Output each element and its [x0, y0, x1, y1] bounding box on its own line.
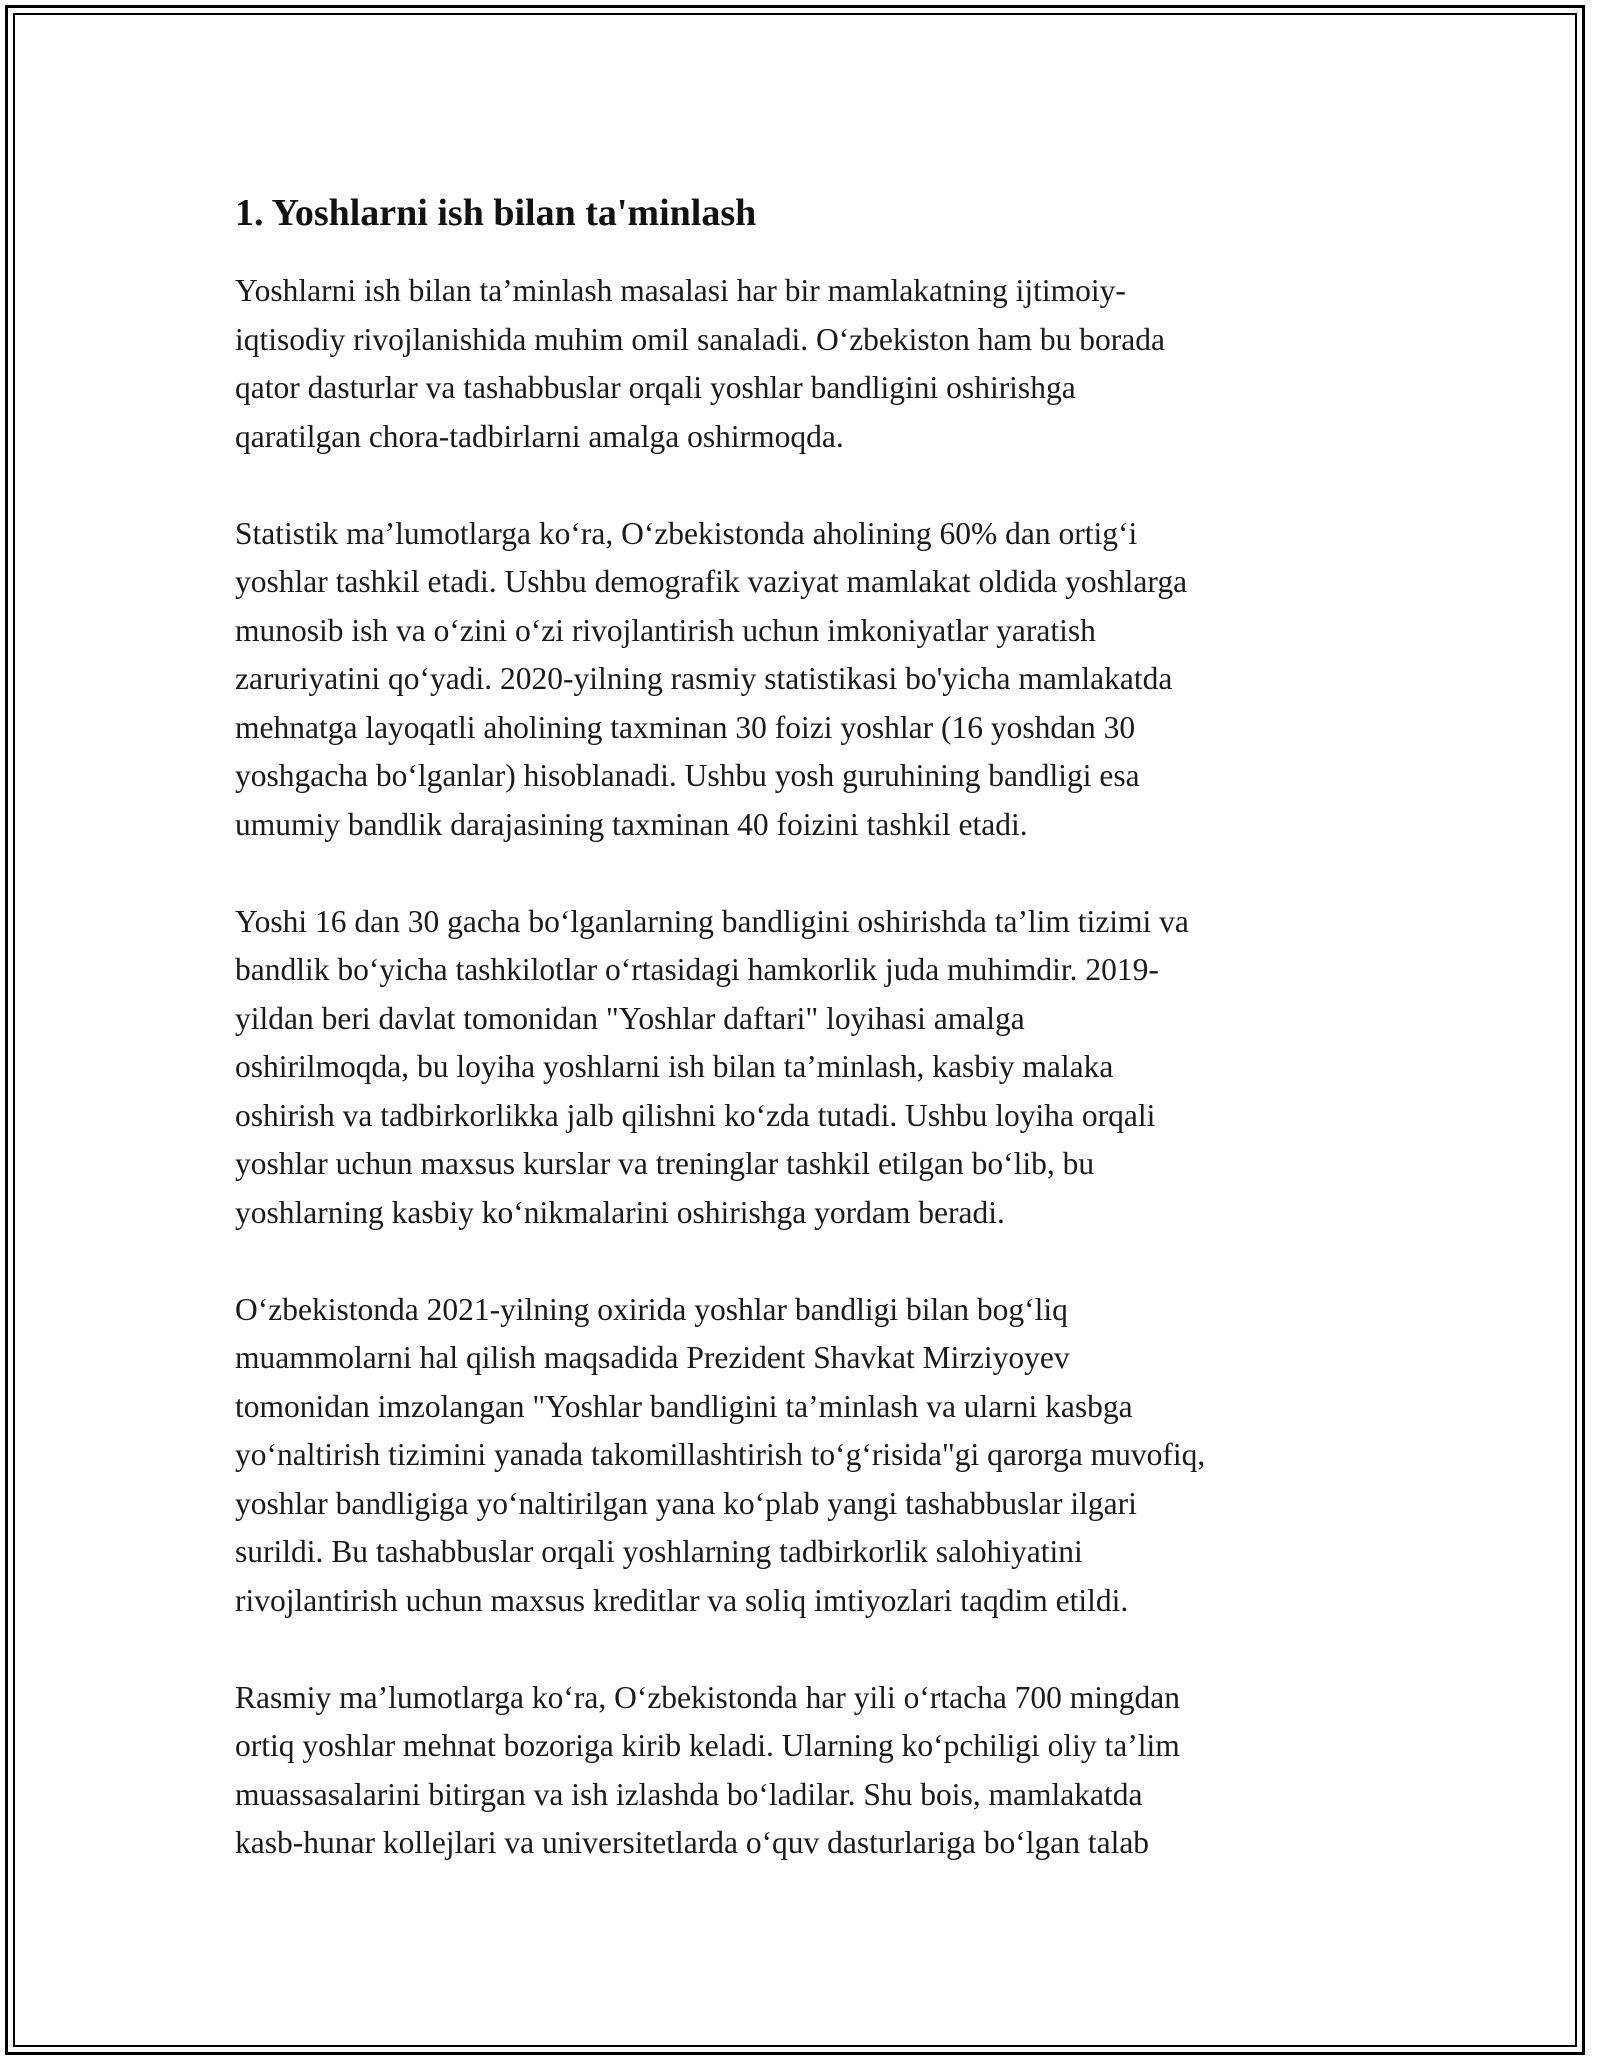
paragraph-4: O‘zbekistonda 2021-yilning oxirida yoshlar bandligi bilan bog‘liq muammolarni hal qilish maqsadida Prezident Shavkat Mirziyoyev tomonidan imzolangan "Yoshlar bandligini ta’minlash va ularni kasbga yo‘naltirish tizimini yanada takomillashtirish to‘g‘risida"gi qarorga muvofiq, yoshlar bandligiga yo‘naltirilgan yana ko‘plab yangi tashabbuslar ilgari surildi. Bu tashabbuslar orqali yoshlarning tadbirkorlik salohiyatini rivojlantirish uchun maxsus kreditlar va soliq imtiyozlari taqdim etildi.: [235, 1291, 1206, 1618]
section-title: 1. Yoshlarni ish bilan ta'minlash: [235, 192, 757, 234]
paragraph-3: Yoshi 16 dan 30 gacha bo‘lganlarning bandligini oshirishda ta’lim tizimi va bandlik bo‘yicha tashkilotlar o‘rtasidagi hamkorlik juda muhimdir. 2019- yildan beri davlat tomonidan "Yoshlar daftari" loyihasi amalga oshirilmoqda, bu loyiha yoshlarni ish bilan ta’minlash, kasbiy malaka oshirish va tadbirkorlikka jalb qilishni ko‘zda tutadi. Ushbu loyiha orqali yoshlar uchun maxsus kurslar va treninglar tashkil etilgan bo‘lib, bu yoshlarning kasbiy ko‘nikmalarini oshirishga yordam beradi.: [235, 903, 1189, 1230]
paragraph-5: Rasmiy ma’lumotlarga ko‘ra, O‘zbekistonda har yili o‘rtacha 700 mingdan ortiq yoshlar mehnat bozoriga kirib keladi. Ularning ko‘pchiligi oliy ta’lim muassasalarini bitirgan va ish izlashda bo‘ladilar. Shu bois, mamlakatda kasb-hunar kollejlari va universitetlarda o‘quv dasturlariga bo‘lgan talab: [235, 1679, 1181, 1860]
paragraph-2: Statistik ma’lumotlarga ko‘ra, O‘zbekistonda aholining 60% dan ortig‘i yoshlar tashkil etadi. Ushbu demografik vaziyat mamlakat oldida yoshlarga munosib ish va o‘zini o‘zi rivojlantirish uchun imkoniyatlar yaratish zaruriyatini qo‘yadi. 2020-yilning rasmiy statistikasi bo'yicha mamlakatda mehnatga layoqatli aholining taxminan 30 foizi yoshlar (16 yoshdan 30 yoshgacha bo‘lganlar) hisoblanadi. Ushbu yosh guruhining bandligi esa umumiy bandlik darajasining taxminan 40 foizini tashkil etadi.: [235, 515, 1188, 842]
document-body: [235, 185, 1375, 1916]
paragraph-1: Yoshlarni ish bilan ta’minlash masalasi har bir mamlakatning ijtimoiy- iqtisodiy rivojlanishida muhim omil sanaladi. O‘zbekiston ham bu borada qator dasturlar va tashabbuslar orqali yoshlar bandligini oshirishga qaratilgan chora-tadbirlarni amalga oshirmoqda.: [235, 273, 1165, 454]
